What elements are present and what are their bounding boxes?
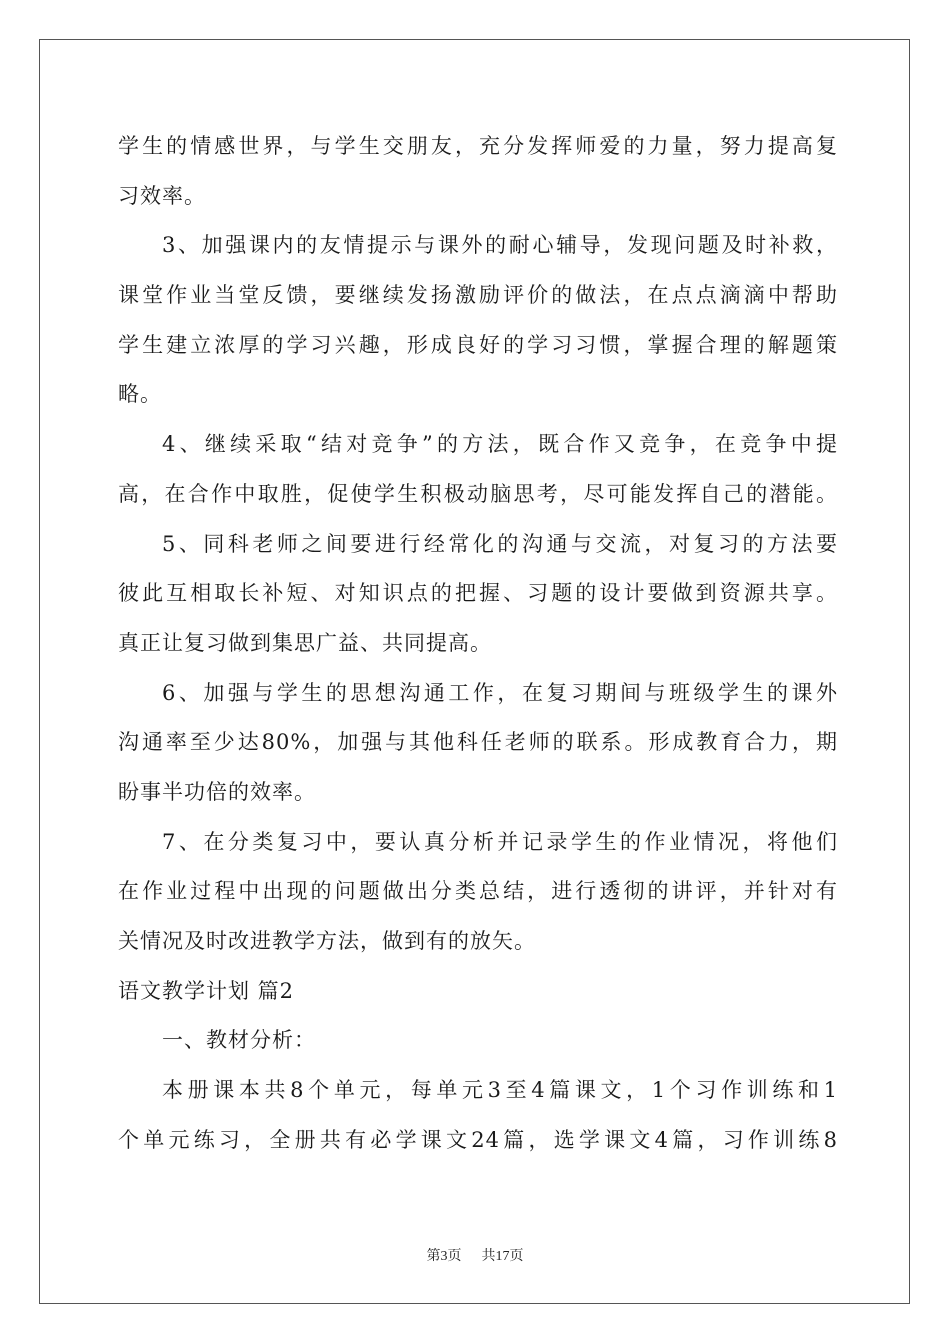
text-line: 个单元练习，全册共有必学课文24篇，选学课文4篇，习作训练8 bbox=[118, 1127, 838, 1152]
text-line: 盼事半功倍的效率。 bbox=[118, 779, 316, 804]
text-line: 课堂作业当堂反馈，要继续发扬激励评价的做法，在点点滴滴中帮助 bbox=[118, 283, 838, 308]
text-line: 在作业过程中出现的问题做出分类总结，进行透彻的讲评，并针对有 bbox=[118, 879, 838, 904]
page-footer bbox=[0, 1245, 950, 1265]
text-line: 略。 bbox=[118, 382, 162, 407]
current-page-label: 第3页 bbox=[426, 1249, 462, 1264]
text-line: 本册课本共8个单元，每单元3至4篇课文，1个习作训练和1 bbox=[162, 1078, 838, 1103]
text-line: 5、同科老师之间要进行经常化的沟通与交流，对复习的方法要 bbox=[162, 531, 838, 556]
text-line: 习效率。 bbox=[118, 183, 206, 208]
total-pages-label: 共17页 bbox=[481, 1249, 524, 1264]
text-line: 一、教材分析： bbox=[162, 1028, 316, 1053]
text-line: 关情况及时改进教学方法，做到有的放矢。 bbox=[118, 929, 536, 953]
text-line: 彼此互相取长补短、对知识点的把握、习题的设计要做到资源共享。 bbox=[118, 581, 838, 606]
text-line: 7、在分类复习中，要认真分析并记录学生的作业情况，将他们 bbox=[162, 829, 838, 854]
text-line: 学生建立浓厚的学习兴趣，形成良好的学习习惯，掌握合理的解题策 bbox=[118, 332, 838, 357]
text-line: 高，在合作中取胜，促使学生积极动脑思考，尽可能发挥自己的潜能。 bbox=[118, 481, 838, 506]
text-line: 6、加强与学生的思想沟通工作，在复习期间与班级学生的课外 bbox=[162, 680, 838, 705]
document-body bbox=[118, 122, 838, 1165]
text-line: 真正让复习做到集思广益、共同提高。 bbox=[118, 630, 492, 655]
text-line: 3、加强课内的友情提示与课外的耐心辅导，发现问题及时补救， bbox=[162, 233, 838, 258]
text-line: 4、继续采取“结对竞争”的方法，既合作又竞争，在竞争中提 bbox=[162, 432, 838, 457]
text-line: 沟通率至少达80%，加强与其他科任老师的联系。形成教育合力，期 bbox=[118, 730, 838, 755]
text-line: 学生的情感世界，与学生交朋友，充分发挥师爱的力量，努力提高复 bbox=[118, 134, 838, 158]
text-line: 语文教学计划 篇2 bbox=[118, 978, 295, 1003]
